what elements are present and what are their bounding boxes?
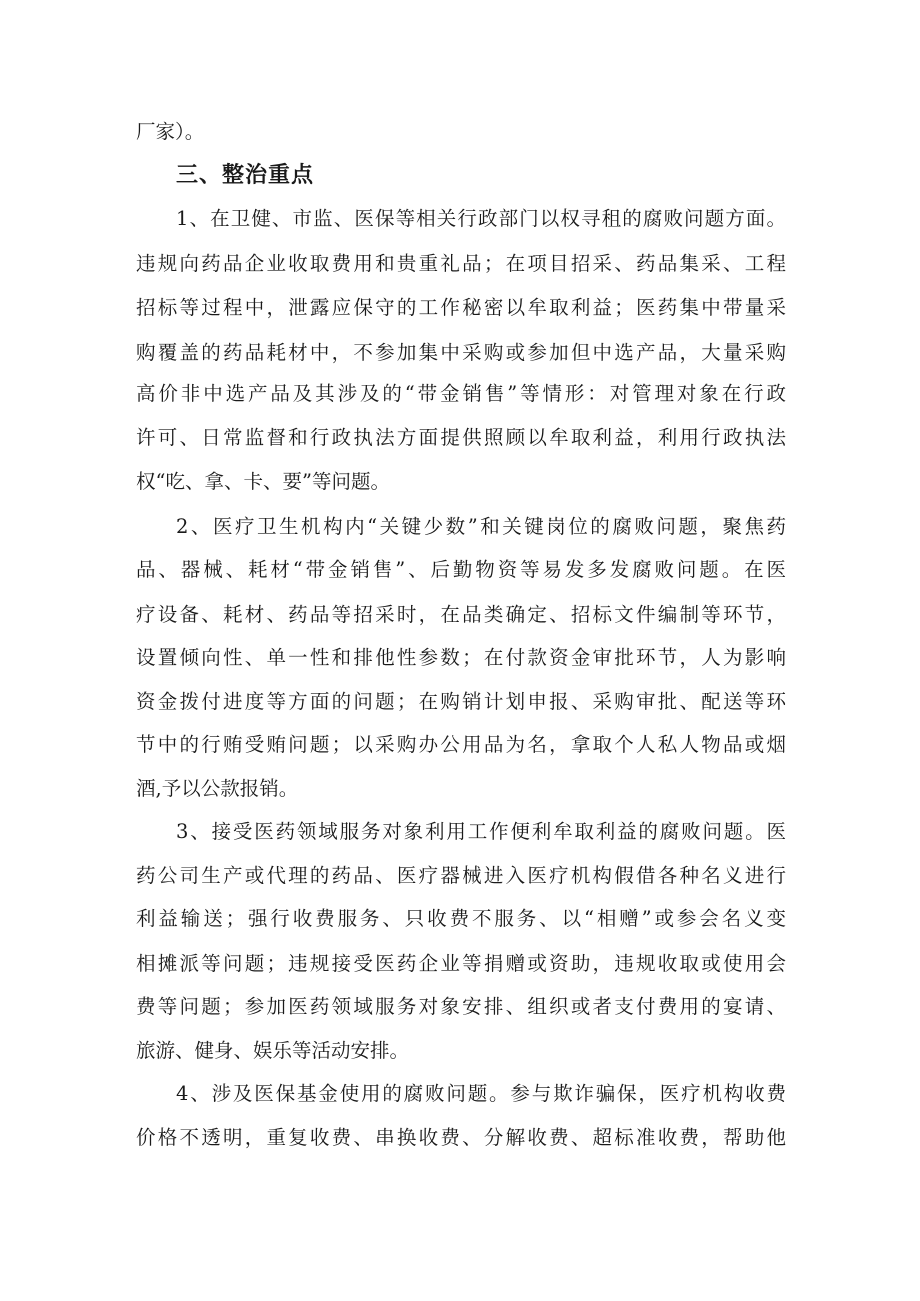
paragraph-line: 节中的行贿受贿问题；以采购办公用品为名，拿取个人私人物品或烟 xyxy=(136,733,786,756)
paragraph-line: 费等问题；参加医药领域服务对象安排、组织或者支付费用的宴请、 xyxy=(136,995,786,1018)
paragraph-line: 利益输送；强行收费服务、只收费不服务、以“相赠”或参会名义变 xyxy=(136,907,786,930)
paragraph-line: 许可、日常监督和行政执法方面提供照顾以牟取利益，利用行政执法 xyxy=(136,426,786,449)
paragraph-line: 权“吃、拿、卡、要”等问题。 xyxy=(136,470,390,493)
paragraph-line: 药公司生产或代理的药品、医疗器械进入医疗机构假借各种名义进行 xyxy=(136,864,786,887)
paragraph-line: 疗设备、耗材、药品等招采时，在品类确定、招标文件编制等环节， xyxy=(136,603,786,626)
paragraph-line: 价格不透明，重复收费、串换收费、分解收费、超标准收费，帮助他 xyxy=(136,1126,786,1149)
paragraph-line: 招标等过程中，泄露应保守的工作秘密以牟取利益；医药集中带量采 xyxy=(136,296,786,319)
paragraph-line: 设置倾向性、单一性和排他性参数；在付款资金审批环节，人为影响 xyxy=(136,646,786,669)
paragraph-line: 购覆盖的药品耗材中，不参加集中采购或参加但中选产品，大量采购 xyxy=(136,341,786,364)
paragraph-line: 旅游、健身、娱乐等活动安排。 xyxy=(136,1039,410,1062)
paragraph-line: 1、在卫健、市监、医保等相关行政部门以权寻租的腐败问题方面。 xyxy=(176,207,786,230)
paragraph-line: 高价非中选产品及其涉及的“带金销售”等情形：对管理对象在行政 xyxy=(136,382,786,405)
lead-line: 厂家）。 xyxy=(136,120,205,143)
paragraph-line: 2、医疗卫生机构内“关键少数”和关键岗位的腐败问题，聚焦药 xyxy=(176,515,786,538)
paragraph-line: 酒,予以公款报销。 xyxy=(136,777,299,800)
paragraph-line: 3、接受医药领域服务对象利用工作便利牟取利益的腐败问题。医 xyxy=(176,820,786,843)
paragraph-line: 资金拨付进度等方面的问题；在购销计划申报、采购审批、配送等环 xyxy=(136,690,786,713)
paragraph-line: 违规向药品企业收取费用和贵重礼品；在项目招采、药品集采、工程 xyxy=(136,252,786,275)
paragraph-line: 品、器械、耗材“带金销售”、后勤物资等易发多发腐败问题。在医 xyxy=(136,558,786,581)
paragraph-line: 相摊派等问题；违规接受医药企业等捐赠或资助，违规收取或使用会 xyxy=(136,952,786,975)
paragraph-line: 4、涉及医保基金使用的腐败问题。参与欺诈骗保，医疗机构收费 xyxy=(176,1082,786,1105)
section-heading: 三、整治重点 xyxy=(176,163,315,188)
